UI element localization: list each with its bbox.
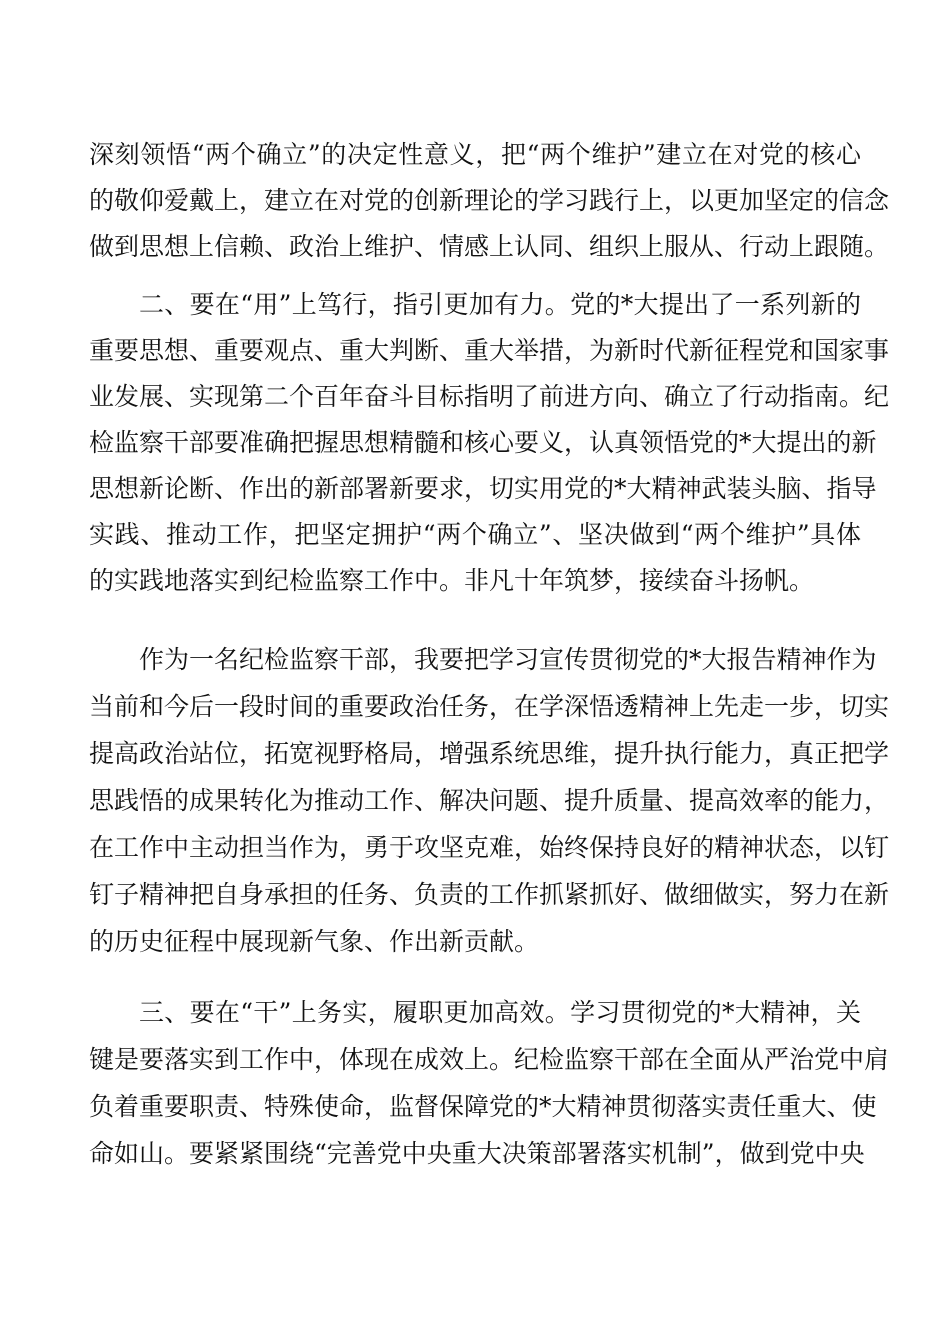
text-line: 检监察干部要准确把握思想精髓和核心要义，认真领悟党的*大提出的新: [89, 428, 877, 457]
text-line: 当前和今后一段时间的重要政治任务，在学深悟透精神上先走一步，切实: [89, 692, 890, 721]
text-line: 业发展、实现第二个百年奋斗目标指明了前进方向、确立了行动指南。纪: [89, 382, 890, 411]
text-line: 的敬仰爱戴上，建立在对党的创新理论的学习践行上，以更加坚定的信念: [89, 186, 890, 215]
text-line: 在工作中主动担当作为，勇于攻坚克难，始终保持良好的精神状态，以钉: [89, 833, 890, 862]
text-line: 钉子精神把自身承担的任务、负责的工作抓紧抓好、做细做实，努力在新: [89, 880, 890, 909]
text-line: 思践悟的成果转化为推动工作、解决问题、提升质量、提高效率的能力，: [89, 786, 890, 815]
text-line: 实践、推动工作，把坚定拥护“两个确立”、坚决做到“两个维护”具体: [89, 520, 861, 549]
text-line: 的历史征程中展现新气象、作出新贡献。: [89, 927, 540, 956]
text-line: 思想新论断、作出的新部署新要求，切实用党的*大精神武装头脑、指导: [89, 474, 877, 503]
text-line: 提高政治站位，拓宽视野格局，增强系统思维，提升执行能力，真正把学: [89, 739, 890, 768]
text-line: 三、要在“干”上务实，履职更加高效。学习贯彻党的*大精神，关: [139, 998, 861, 1027]
text-line: 负着重要职责、特殊使命，监督保障党的*大精神贯彻落实责任重大、使: [89, 1092, 877, 1121]
text-line: 作为一名纪检监察干部，我要把学习宣传贯彻党的*大报告精神作为: [139, 645, 877, 674]
text-line: 做到思想上信赖、政治上维护、情感上认同、组织上服从、行动上跟随。: [89, 232, 890, 261]
text-line: 的实践地落实到纪检监察工作中。非凡十年筑梦，接续奋斗扬帆。: [89, 566, 815, 595]
text-line: 键是要落实到工作中，体现在成效上。纪检监察干部在全面从严治党中肩: [89, 1045, 890, 1074]
text-line: 深刻领悟“两个确立”的决定性意义，把“两个维护”建立在对党的核心: [89, 140, 861, 169]
text-line: 二、要在“用”上笃行，指引更加有力。党的*大提出了一系列新的: [139, 290, 861, 319]
text-line: 重要思想、重要观点、重大判断、重大举措，为新时代新征程党和国家事: [89, 336, 890, 365]
text-line: 命如山。要紧紧围绕“完善党中央重大决策部署落实机制”，做到党中央: [89, 1139, 865, 1168]
